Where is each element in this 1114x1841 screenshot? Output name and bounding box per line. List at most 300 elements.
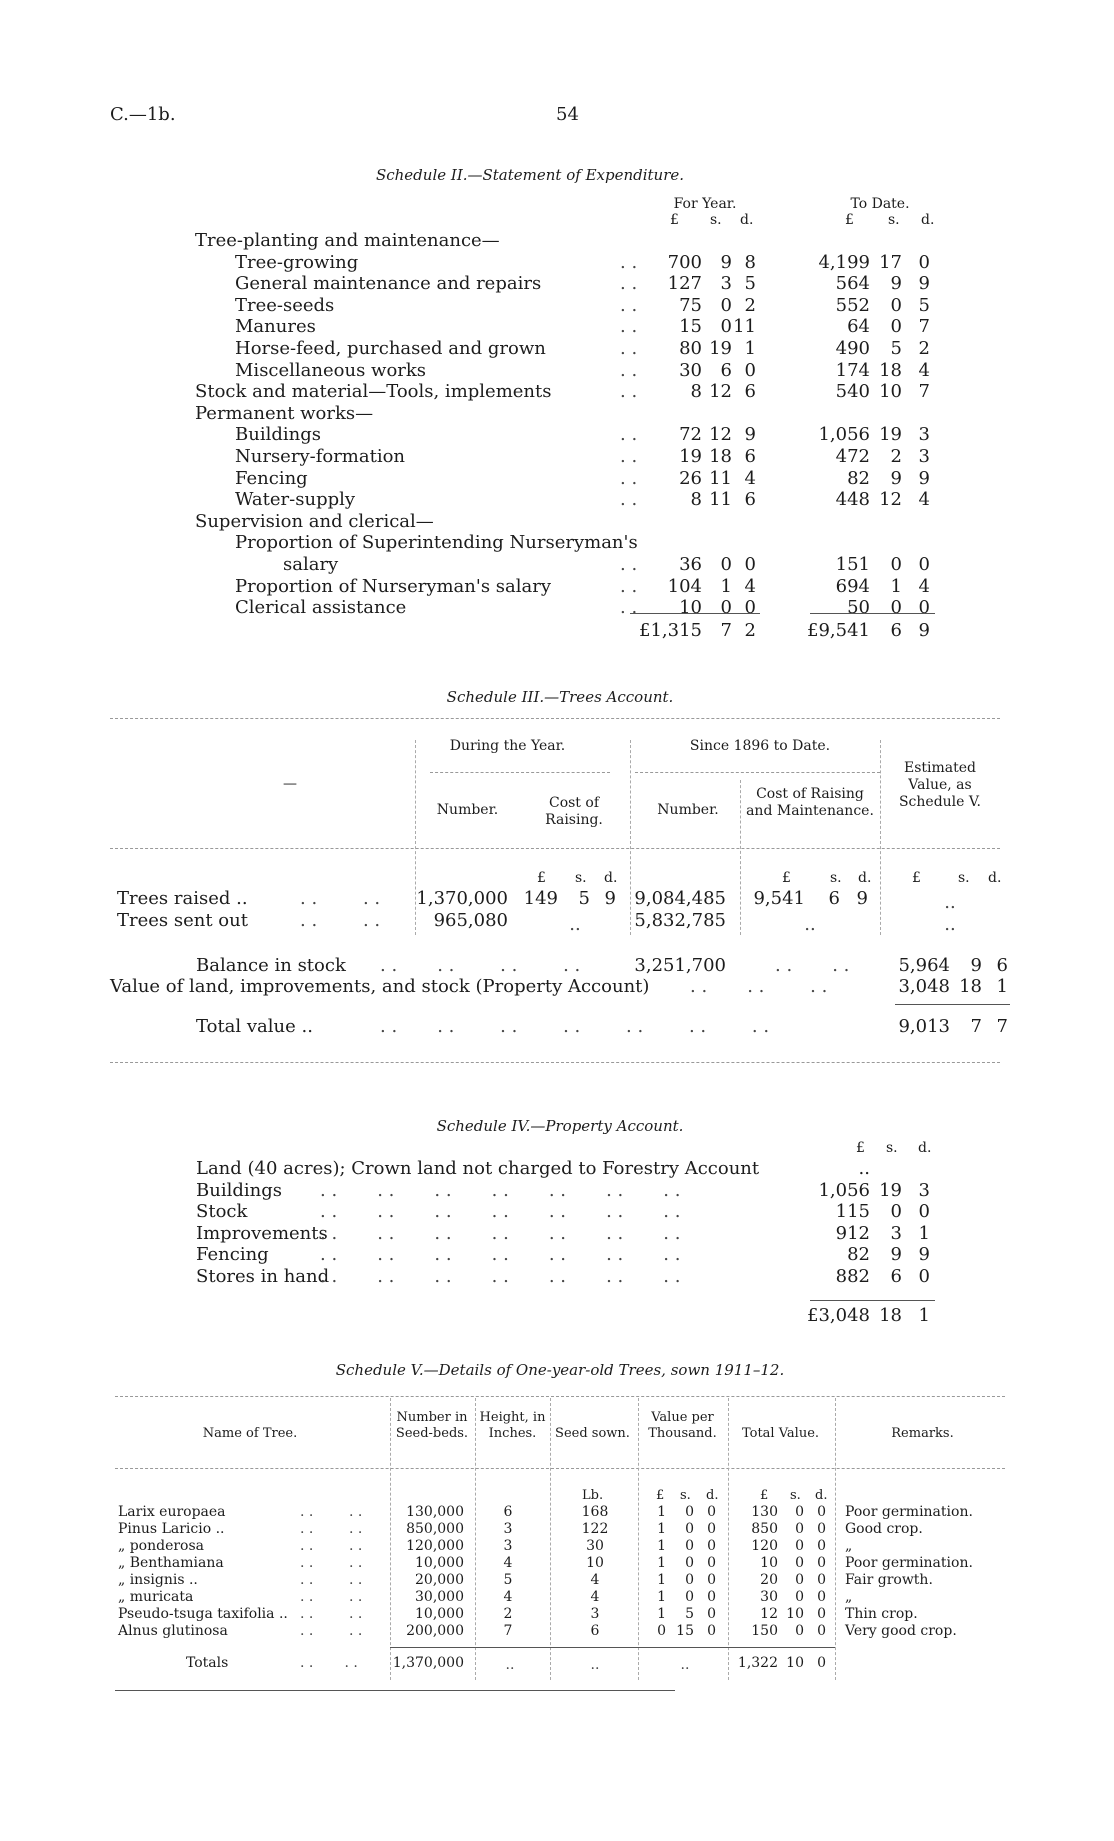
schedule3-unit-l-3: £ <box>912 870 921 886</box>
schedule5-unit-d-value: d. <box>706 1488 719 1503</box>
schedule5-row-number: 10,000 <box>415 1555 464 1571</box>
schedule4-row-pence: 9 <box>918 1244 930 1265</box>
schedule2-total-rule-year <box>630 613 760 614</box>
schedule5-row-leader: . . . . <box>300 1606 363 1622</box>
schedule2-year-shillings: 0 <box>720 295 732 316</box>
schedule4-row-shillings: 3 <box>890 1223 902 1244</box>
schedule2-year-pounds: 10 <box>679 597 702 618</box>
schedule5-row-total-pounds: 12 <box>760 1606 778 1622</box>
schedule2-unit-s-date: s. <box>888 212 900 228</box>
schedule3-vrule-3 <box>740 780 741 935</box>
schedule3-balance-cost-leader: . . . . <box>775 955 850 976</box>
schedule5-row-total-pence: 0 <box>817 1606 826 1622</box>
schedule2-year-pounds: 8 <box>690 489 702 510</box>
schedule4-unit-l: £ <box>856 1140 865 1156</box>
schedule5-row-height: 4 <box>503 1589 513 1605</box>
schedule4-row-label: Improvements <box>196 1223 328 1244</box>
schedule2-col-for-year: For Year. <box>673 196 737 212</box>
schedule5-row-height: 3 <box>503 1521 513 1537</box>
schedule3-sent-since-number: 5,832,785 <box>634 910 726 931</box>
schedule5-top-rule <box>115 1396 1005 1397</box>
schedule5-row-value-pounds: 1 <box>657 1555 666 1571</box>
page-number: 54 <box>556 104 579 125</box>
schedule3-balance-number: 3,251,700 <box>634 955 726 976</box>
schedule5-row-height: 7 <box>503 1623 513 1639</box>
schedule2-row-leader: . . <box>620 316 638 337</box>
schedule5-totals-seed: .. <box>590 1657 600 1673</box>
schedule5-vrule-4 <box>638 1398 639 1680</box>
schedule5-row-value-pounds: 0 <box>657 1623 666 1639</box>
schedule3-head-estimated: Estimated Value, as Schedule V. <box>898 760 982 810</box>
schedule2-date-pounds: 448 <box>835 489 870 510</box>
schedule3-head-subrule-right <box>635 772 880 773</box>
schedule2-row-leader: . . <box>620 554 638 575</box>
schedule2-row-label: Supervision and clerical— <box>195 511 434 532</box>
schedule2-year-pounds: 127 <box>667 273 702 294</box>
schedule2-date-shillings: 10 <box>879 381 902 402</box>
schedule3-bottom-rule <box>110 1062 1000 1063</box>
schedule2-date-pounds: 490 <box>835 338 870 359</box>
schedule5-row-value-pence: 0 <box>707 1606 716 1622</box>
schedule5-row-value-pence: 0 <box>707 1555 716 1571</box>
schedule5-row-value-pounds: 1 <box>657 1589 666 1605</box>
schedule2-date-pounds: 4,199 <box>818 252 870 273</box>
schedule2-year-pence: 6 <box>744 381 756 402</box>
schedule3-head-subrule-left <box>430 772 610 773</box>
schedule2-date-pounds: 82 <box>847 468 870 489</box>
schedule2-year-pence: 8 <box>744 252 756 273</box>
schedule5-totals-label: Totals <box>186 1655 229 1671</box>
schedule5-row-leader: . . . . <box>300 1555 363 1571</box>
schedule5-row-leader: . . . . <box>300 1504 363 1520</box>
schedule4-row-pounds: 912 <box>835 1223 870 1244</box>
schedule2-year-pence: 2 <box>744 295 756 316</box>
schedule5-col-value: Value per Thousand. <box>648 1410 717 1441</box>
schedule2-date-pence: 4 <box>918 360 930 381</box>
schedule3-unit-s-3: s. <box>958 870 970 886</box>
schedule3-unit-d-2: d. <box>858 870 872 886</box>
schedule5-row-total-pounds: 30 <box>760 1589 778 1605</box>
schedule3-top-rule <box>110 718 1000 719</box>
schedule3-head-bottom-rule <box>110 848 1000 849</box>
schedule5-col-total: Total Value. <box>741 1426 820 1441</box>
schedule5-row-remarks: Poor germination. <box>845 1504 973 1520</box>
schedule5-row-total-pence: 0 <box>817 1538 826 1554</box>
schedule2-unit-s-year: s. <box>710 212 722 228</box>
schedule4-row-label: Stores in hand <box>196 1266 330 1287</box>
schedule5-row-value-pounds: 1 <box>657 1521 666 1537</box>
schedule2-year-shillings: 0 <box>720 554 732 575</box>
schedule2-title: Schedule II.—Statement of Expenditure. <box>375 166 685 184</box>
schedule2-year-pence: 4 <box>744 468 756 489</box>
schedule2-date-shillings: 5 <box>890 338 902 359</box>
schedule5-totals-pence: 0 <box>817 1655 826 1671</box>
schedule3-land-shillings: 18 <box>959 976 982 997</box>
schedule2-year-shillings: 12 <box>709 381 732 402</box>
schedule5-row-name: Pinus Laricio .. <box>118 1521 225 1537</box>
schedule5-row-total-pence: 0 <box>817 1555 826 1571</box>
schedule5-col-height: Height, in Inches. <box>479 1410 546 1441</box>
schedule5-row-number: 850,000 <box>406 1521 464 1537</box>
schedule5-row-value-pence: 0 <box>707 1504 716 1520</box>
schedule2-date-pounds: 472 <box>835 446 870 467</box>
schedule4-total-rule <box>810 1300 935 1301</box>
schedule5-totals-value: .. <box>680 1657 690 1673</box>
schedule5-row-name: Alnus glutinosa <box>118 1623 228 1639</box>
schedule2-year-pounds: 700 <box>667 252 702 273</box>
schedule5-vrule-5 <box>728 1398 729 1680</box>
schedule5-row-seed: 168 <box>581 1504 609 1520</box>
schedule5-row-height: 5 <box>503 1572 513 1588</box>
schedule2-year-shillings: 18 <box>709 446 732 467</box>
schedule5-row-total-pounds: 150 <box>751 1623 778 1639</box>
schedule3-raised-estimated: .. <box>944 892 956 913</box>
schedule5-row-leader: . . . . <box>300 1589 363 1605</box>
schedule5-row-value-shillings: 0 <box>685 1589 694 1605</box>
schedule3-unit-d-3: d. <box>988 870 1002 886</box>
schedule2-year-pounds: 75 <box>679 295 702 316</box>
schedule2-total-date-pence: 9 <box>918 620 930 641</box>
schedule5-totals-number: 1,370,000 <box>392 1655 464 1671</box>
schedule5-row-total-pounds: 120 <box>751 1538 778 1554</box>
schedule5-row-total-shillings: 0 <box>795 1572 804 1588</box>
schedule4-row-shillings: 19 <box>879 1180 902 1201</box>
schedule5-row-number: 120,000 <box>406 1538 464 1554</box>
schedule5-row-remarks: „ <box>845 1538 853 1554</box>
schedule5-row-remarks: Very good crop. <box>845 1623 957 1639</box>
schedule2-date-pounds: 151 <box>835 554 870 575</box>
schedule2-unit-d-year: d. <box>740 212 754 228</box>
schedule2-row-label: Clerical assistance <box>235 597 407 618</box>
schedule4-row-label: Land (40 acres); Crown land not charged to Forestry Account <box>196 1158 760 1179</box>
schedule5-row-name: Larix europaea <box>118 1504 226 1520</box>
schedule2-date-pence: 4 <box>918 576 930 597</box>
schedule2-date-pence: 9 <box>918 468 930 489</box>
schedule5-row-value-pounds: 1 <box>657 1504 666 1520</box>
schedule3-vrule-4 <box>880 740 881 935</box>
schedule3-sent-number: 965,080 <box>433 910 508 931</box>
schedule3-raised-number: 1,370,000 <box>416 888 508 909</box>
schedule5-row-remarks: Thin crop. <box>845 1606 918 1622</box>
schedule3-sent-since-cost: .. <box>804 914 816 935</box>
schedule3-total-shillings: 7 <box>970 1016 982 1037</box>
schedule5-row-value-shillings: 0 <box>685 1555 694 1571</box>
schedule2-unit-l-date: £ <box>845 212 854 228</box>
schedule2-year-pounds: 80 <box>679 338 702 359</box>
schedule2-total-year-shillings: 7 <box>720 620 732 641</box>
schedule5-unit-s-total: s. <box>790 1488 801 1503</box>
schedule5-row-name: „ Benthamiana <box>118 1555 224 1571</box>
schedule5-row-total-shillings: 0 <box>795 1555 804 1571</box>
schedule5-row-value-pence: 0 <box>707 1572 716 1588</box>
schedule4-row-leader: . . . . . . . . . . . . . . <box>320 1201 681 1222</box>
schedule5-row-height: 6 <box>503 1504 513 1520</box>
schedule4-row-pounds: .. <box>858 1158 870 1179</box>
schedule5-row-name: „ ponderosa <box>118 1538 205 1554</box>
schedule2-row-leader: . . <box>620 295 638 316</box>
schedule2-row-leader: . . <box>620 424 638 445</box>
schedule3-raised-cost-shillings: 5 <box>578 888 590 909</box>
schedule5-col-number: Number in Seed-beds. <box>395 1410 469 1441</box>
schedule2-date-shillings: 0 <box>890 554 902 575</box>
schedule2-year-pence: 6 <box>744 489 756 510</box>
schedule5-row-seed: 6 <box>590 1623 600 1639</box>
schedule2-year-shillings: 3 <box>720 273 732 294</box>
schedule2-date-shillings: 0 <box>890 316 902 337</box>
schedule5-totals-leader: . . . . <box>300 1655 358 1671</box>
schedule4-row-pence: 1 <box>918 1223 930 1244</box>
schedule5-row-total-pence: 0 <box>817 1623 826 1639</box>
schedule5-row-value-pence: 0 <box>707 1538 716 1554</box>
schedule5-row-value-pounds: 1 <box>657 1572 666 1588</box>
schedule4-row-pence: 0 <box>918 1266 930 1287</box>
schedule4-total-pence: 1 <box>918 1305 930 1326</box>
schedule2-total-date-shillings: 6 <box>890 620 902 641</box>
schedule2-date-pounds: 564 <box>835 273 870 294</box>
schedule5-row-name: Pseudo-tsuga taxifolia .. <box>118 1606 288 1622</box>
schedule3-balance-leader: . . . . . . . . <box>380 955 581 976</box>
schedule5-vrule-6 <box>835 1398 836 1680</box>
schedule4-row-leader: . . . . . . . . . . . . . . <box>320 1223 681 1244</box>
schedule2-year-pence: 5 <box>744 273 756 294</box>
schedule2-year-pounds: 26 <box>679 468 702 489</box>
schedule2-date-shillings: 19 <box>879 424 902 445</box>
schedule5-row-value-shillings: 0 <box>685 1538 694 1554</box>
schedule4-row-leader: . . . . . . . . . . . . . . <box>320 1180 681 1201</box>
schedule3-head-cost-raising-maint: Cost of Raising and Maintenance. <box>746 786 874 819</box>
schedule2-date-pence: 3 <box>918 424 930 445</box>
schedule2-year-pence: 11 <box>733 316 756 337</box>
schedule3-unit-s-1: s. <box>575 870 587 886</box>
schedule5-unit-lb: Lb. <box>582 1488 604 1503</box>
report-reference: C.—1b. <box>110 104 176 125</box>
schedule4-title: Schedule IV.—Property Account. <box>436 1117 684 1135</box>
schedule5-row-total-pence: 0 <box>817 1589 826 1605</box>
schedule3-total-pence: 7 <box>996 1016 1008 1037</box>
schedule5-row-total-shillings: 0 <box>795 1538 804 1554</box>
schedule4-row-label: Stock <box>196 1201 248 1222</box>
schedule3-raised-since-number: 9,084,485 <box>634 888 726 909</box>
schedule5-row-total-pence: 0 <box>817 1521 826 1537</box>
schedule2-year-pence: 0 <box>744 554 756 575</box>
schedule2-row-leader: . . <box>620 381 638 402</box>
schedule3-balance-pence: 6 <box>996 955 1008 976</box>
schedule5-row-total-shillings: 0 <box>795 1589 804 1605</box>
schedule3-total-label: Total value .. <box>196 1016 313 1037</box>
schedule2-row-label: Tree-planting and maintenance— <box>195 230 500 251</box>
schedule2-date-pounds: 540 <box>835 381 870 402</box>
schedule2-total-rule-date <box>810 613 935 614</box>
schedule5-row-value-pence: 0 <box>707 1521 716 1537</box>
schedule5-row-total-shillings: 10 <box>786 1606 804 1622</box>
schedule5-unit-l-value: £ <box>656 1488 665 1503</box>
schedule2-row-label: salary <box>283 554 339 575</box>
schedule3-balance-pounds: 5,964 <box>898 955 950 976</box>
schedule3-sent-label: Trees sent out <box>117 910 248 931</box>
schedule3-head-cost: Cost of Raising. <box>545 795 603 828</box>
schedule2-unit-l-year: £ <box>670 212 679 228</box>
schedule4-row-shillings: 9 <box>890 1244 902 1265</box>
schedule2-date-pence: 7 <box>918 316 930 337</box>
schedule5-row-name: „ insignis .. <box>118 1572 198 1588</box>
schedule5-row-name: „ muricata <box>118 1589 194 1605</box>
schedule5-row-number: 30,000 <box>415 1589 464 1605</box>
schedule4-row-pence: 3 <box>918 1180 930 1201</box>
schedule4-row-shillings: 6 <box>890 1266 902 1287</box>
schedule2-year-shillings: 0 <box>720 316 732 337</box>
schedule5-row-number: 200,000 <box>406 1623 464 1639</box>
schedule5-vrule-2 <box>475 1398 476 1680</box>
schedule2-row-leader: . . <box>620 360 638 381</box>
schedule2-total-date-pounds: £9,541 <box>807 620 870 641</box>
schedule4-total-shillings: 18 <box>879 1305 902 1326</box>
schedule4-row-leader: . . . . . . . . . . . . . . <box>320 1244 681 1265</box>
schedule3-head-since: Since 1896 to Date. <box>689 738 831 754</box>
schedule2-year-shillings: 19 <box>709 338 732 359</box>
schedule5-row-number: 10,000 <box>415 1606 464 1622</box>
schedule4-row-pounds: 82 <box>847 1244 870 1265</box>
schedule4-row-label: Buildings <box>196 1180 282 1201</box>
schedule2-date-pence: 0 <box>918 252 930 273</box>
schedule2-row-leader: . . <box>620 597 638 618</box>
schedule5-row-leader: . . . . <box>300 1538 363 1554</box>
schedule3-total-pounds: 9,013 <box>898 1016 950 1037</box>
schedule2-year-pounds: 104 <box>667 576 702 597</box>
schedule5-col-seed: Seed sown. <box>555 1426 630 1441</box>
schedule5-row-total-shillings: 0 <box>795 1504 804 1520</box>
schedule5-row-height: 2 <box>503 1606 513 1622</box>
schedule5-row-value-shillings: 0 <box>685 1504 694 1520</box>
schedule5-row-value-pence: 0 <box>707 1589 716 1605</box>
schedule2-year-pounds: 72 <box>679 424 702 445</box>
schedule2-total-year-pence: 2 <box>744 620 756 641</box>
schedule2-row-label: Buildings <box>235 424 321 445</box>
schedule2-date-shillings: 12 <box>879 489 902 510</box>
schedule2-date-shillings: 2 <box>890 446 902 467</box>
schedule5-unit-l-total: £ <box>760 1488 769 1503</box>
schedule2-row-label: Tree-seeds <box>235 295 335 316</box>
schedule2-row-label: Nursery-formation <box>235 446 406 467</box>
schedule2-row-label: Manures <box>235 316 316 337</box>
schedule5-row-seed: 10 <box>586 1555 604 1571</box>
schedule3-land-leader: . . . . . . <box>690 976 828 997</box>
schedule2-year-shillings: 9 <box>720 252 732 273</box>
schedule2-row-label: Proportion of Nurseryman's salary <box>235 576 552 597</box>
schedule5-row-leader: . . . . <box>300 1623 363 1639</box>
schedule2-year-shillings: 6 <box>720 360 732 381</box>
schedule3-total-leader: . . . . . . . . . . . . . . <box>380 1016 770 1037</box>
schedule3-land-pence: 1 <box>996 976 1008 997</box>
schedule5-vrule-1 <box>390 1398 391 1680</box>
schedule4-row-shillings: 0 <box>890 1201 902 1222</box>
schedule5-row-seed: 3 <box>590 1606 600 1622</box>
schedule2-year-pence: 1 <box>744 338 756 359</box>
schedule5-row-remarks: Good crop. <box>845 1521 923 1537</box>
schedule5-totals-shillings: 10 <box>786 1655 804 1671</box>
schedule5-row-value-shillings: 0 <box>685 1521 694 1537</box>
schedule5-unit-d-total: d. <box>815 1488 828 1503</box>
schedule2-date-pence: 0 <box>918 554 930 575</box>
schedule5-row-number: 130,000 <box>406 1504 464 1520</box>
schedule2-row-leader: . . <box>620 576 638 597</box>
schedule3-head-dash: — <box>283 776 297 792</box>
schedule5-row-seed: 4 <box>590 1589 600 1605</box>
schedule5-unit-s-value: s. <box>680 1488 691 1503</box>
schedule2-row-label: Tree-growing <box>235 252 359 273</box>
schedule3-land-label: Value of land, improvements, and stock (Property Account) <box>110 976 650 997</box>
schedule3-head-number: Number. <box>436 802 499 818</box>
schedule2-date-shillings: 9 <box>890 273 902 294</box>
schedule3-total-rule <box>895 1004 1010 1005</box>
schedule4-row-pence: 0 <box>918 1201 930 1222</box>
schedule5-row-leader: . . . . <box>300 1572 363 1588</box>
schedule3-sent-estimated: .. <box>944 914 956 935</box>
schedule5-row-total-pence: 0 <box>817 1504 826 1520</box>
schedule3-raised-label: Trees raised .. <box>117 888 248 909</box>
schedule5-row-value-pounds: 1 <box>657 1606 666 1622</box>
schedule5-row-remarks: „ <box>845 1589 853 1605</box>
schedule5-row-seed: 4 <box>590 1572 600 1588</box>
schedule3-land-pounds: 3,048 <box>898 976 950 997</box>
schedule2-row-label: Miscellaneous works <box>235 360 427 381</box>
schedule3-title: Schedule III.—Trees Account. <box>446 688 674 706</box>
schedule2-date-shillings: 0 <box>890 295 902 316</box>
schedule2-date-shillings: 0 <box>890 597 902 618</box>
schedule2-year-pounds: 8 <box>690 381 702 402</box>
schedule2-row-leader: . . <box>620 273 638 294</box>
schedule2-date-pence: 5 <box>918 295 930 316</box>
schedule5-row-value-shillings: 5 <box>685 1606 694 1622</box>
schedule5-row-height: 3 <box>503 1538 513 1554</box>
schedule2-year-pounds: 30 <box>679 360 702 381</box>
schedule4-row-label: Fencing <box>196 1244 269 1265</box>
schedule2-date-pence: 4 <box>918 489 930 510</box>
schedule5-title: Schedule V.—Details of One-year-old Trees, sown 1911–12. <box>335 1361 785 1379</box>
schedule2-row-leader: . . <box>620 468 638 489</box>
schedule2-date-shillings: 18 <box>879 360 902 381</box>
schedule3-head-during: During the Year. <box>449 738 566 754</box>
schedule2-row-leader: . . <box>620 489 638 510</box>
schedule2-date-pounds: 552 <box>835 295 870 316</box>
schedule3-balance-label: Balance in stock <box>196 955 346 976</box>
schedule3-unit-l-1: £ <box>537 870 546 886</box>
schedule2-date-pence: 2 <box>918 338 930 359</box>
schedule5-row-total-pounds: 130 <box>751 1504 778 1520</box>
schedule2-row-leader: . . <box>620 446 638 467</box>
schedule2-date-pounds: 50 <box>847 597 870 618</box>
schedule3-sent-leader: . . . . <box>300 910 381 931</box>
schedule5-row-value-shillings: 0 <box>685 1572 694 1588</box>
schedule3-raised-since-pence: 9 <box>856 888 868 909</box>
schedule2-date-pence: 0 <box>918 597 930 618</box>
schedule5-row-total-pounds: 20 <box>760 1572 778 1588</box>
schedule5-row-leader: . . . . <box>300 1521 363 1537</box>
schedule5-col-name: Name of Tree. <box>202 1426 298 1441</box>
schedule2-year-pence: 0 <box>744 360 756 381</box>
schedule4-unit-s: s. <box>886 1140 898 1156</box>
schedule2-row-leader: . . <box>620 338 638 359</box>
schedule2-year-shillings: 1 <box>720 576 732 597</box>
schedule2-row-label: Proportion of Superintending Nurseryman's <box>235 532 638 553</box>
schedule5-totals-rule <box>390 1647 835 1648</box>
schedule2-date-pounds: 174 <box>835 360 870 381</box>
schedule5-row-total-pence: 0 <box>817 1572 826 1588</box>
schedule2-row-label: Stock and material—Tools, implements <box>195 381 552 402</box>
schedule5-vrule-3 <box>550 1398 551 1680</box>
schedule4-row-pounds: 1,056 <box>818 1180 870 1201</box>
schedule5-row-value-pence: 0 <box>707 1623 716 1639</box>
schedule2-date-pence: 9 <box>918 273 930 294</box>
